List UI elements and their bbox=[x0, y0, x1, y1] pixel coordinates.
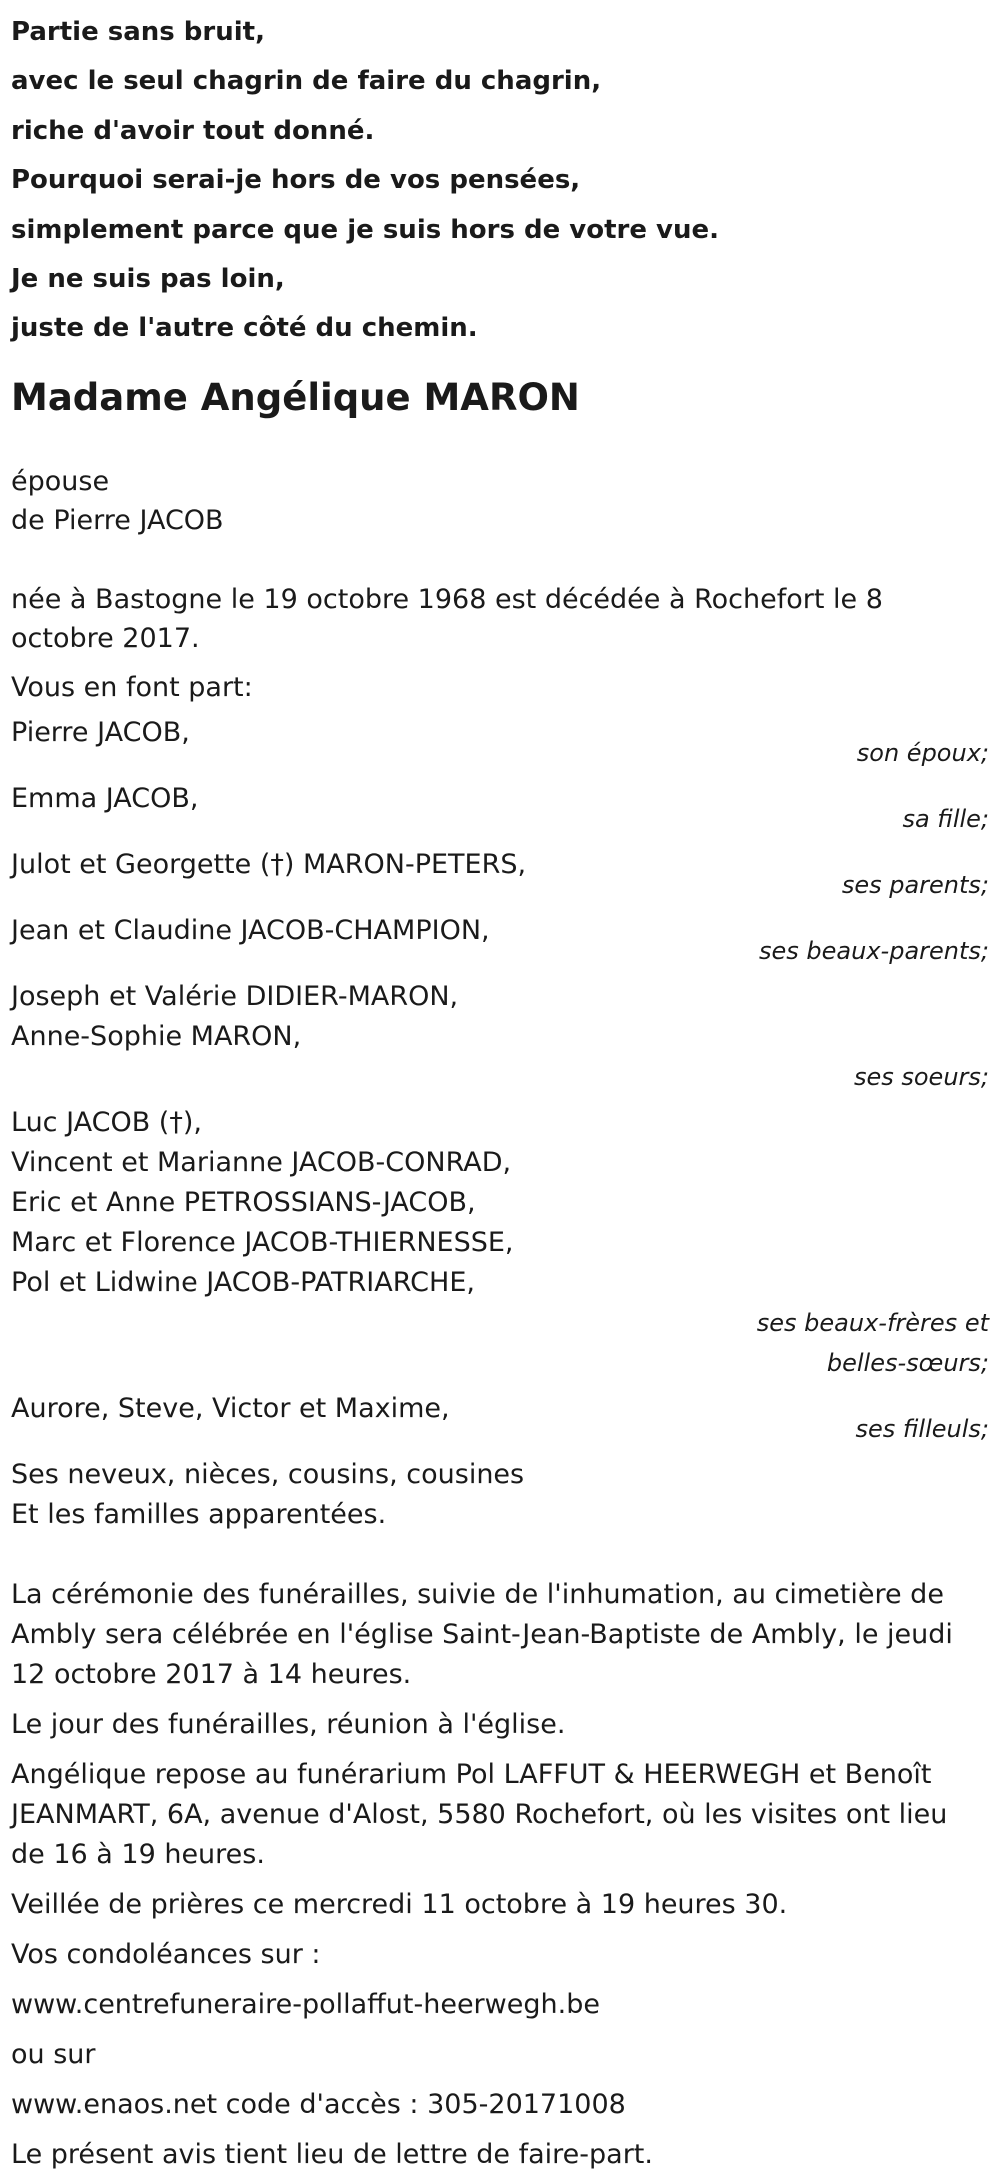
mourner-group bbox=[11, 1389, 989, 1449]
or-label: ou sur bbox=[11, 2038, 96, 2070]
spouse-block bbox=[11, 462, 989, 540]
mourner-name: Anne-Sophie MARON, bbox=[11, 1020, 302, 1052]
poem-line: Partie sans bruit, bbox=[11, 17, 265, 47]
poem-line: riche d'avoir tout donné. bbox=[11, 115, 375, 146]
website-link-2[interactable]: www.enaos.net code d'accès : 305-20171008 bbox=[11, 2088, 626, 2120]
extended-family bbox=[11, 1455, 989, 1535]
mourner-name: Aurore, Steve, Victor et Maxime, bbox=[11, 1392, 450, 1424]
mourner-role: ses filleuls; bbox=[855, 1414, 989, 1443]
spouse-name: de Pierre JACOB bbox=[11, 504, 224, 536]
vigil-text: Veillée de prières ce mercredi 11 octobre à 19 heures 30. bbox=[11, 1888, 788, 1920]
mourner-name: Joseph et Valérie DIDIER-MARON, bbox=[11, 980, 459, 1012]
mourner-group bbox=[11, 713, 989, 773]
poem-line: Pourquoi serai-je hors de vos pensées, bbox=[11, 165, 581, 196]
deceased-name: Madame Angélique MARON bbox=[11, 375, 580, 419]
mourner-role: sa fille; bbox=[902, 804, 989, 833]
mourner-role: ses beaux-parents; bbox=[759, 936, 989, 965]
mourner-role: belles-sœurs; bbox=[826, 1348, 989, 1377]
mourners-list bbox=[11, 713, 989, 1449]
extended-family-line: Ses neveux, nièces, cousins, cousines bbox=[11, 1458, 525, 1490]
mourner-name: Eric et Anne PETROSSIANS-JACOB, bbox=[11, 1186, 476, 1218]
mourner-group bbox=[11, 911, 989, 971]
mourner-role: ses beaux-frères et bbox=[756, 1308, 989, 1337]
mourner-name: Pierre JACOB, bbox=[11, 716, 190, 748]
mourner-role: ses soeurs; bbox=[853, 1062, 989, 1091]
poem-line: avec le seul chagrin de faire du chagrin, bbox=[11, 66, 602, 97]
birth-death-text: née à Bastogne le 19 octobre 1968 est décédée à Rochefort le 8 octobre 2017. bbox=[11, 583, 883, 654]
mourner-group bbox=[11, 845, 989, 905]
poem bbox=[11, 0, 989, 354]
funeral-text: La cérémonie des funérailles, suivie de l'inhumation, au cimetière de Ambly sera célébrée en l'église Saint-Jean-Baptiste de Ambly, le jeudi 12 octobre 2017 à 14 heures. bbox=[11, 1578, 953, 1690]
extended-family-line: Et les familles apparentées. bbox=[11, 1498, 387, 1530]
relation-label: épouse bbox=[11, 465, 110, 497]
mourner-name: Julot et Georgette (†) MARON-PETERS, bbox=[11, 848, 527, 880]
poem-line: simplement parce que je suis hors de votre vue. bbox=[11, 214, 719, 245]
meeting-text: Le jour des funérailles, réunion à l'église. bbox=[11, 1708, 566, 1740]
ceremony-section bbox=[11, 1575, 989, 2175]
announcement-intro: Vous en font part: bbox=[11, 671, 253, 703]
poem-line: Je ne suis pas loin, bbox=[11, 264, 285, 295]
mourner-role: ses parents; bbox=[841, 870, 989, 899]
mourner-group bbox=[11, 1103, 989, 1383]
mourner-name: Marc et Florence JACOB-THIERNESSE, bbox=[11, 1226, 514, 1258]
mourner-role: son époux; bbox=[856, 738, 989, 767]
condolences-label: Vos condoléances sur : bbox=[11, 1938, 321, 1970]
mourner-name: Vincent et Marianne JACOB-CONRAD, bbox=[11, 1146, 512, 1178]
mourner-name: Emma JACOB, bbox=[11, 782, 199, 814]
mourner-names bbox=[11, 1103, 989, 1303]
mourner-group bbox=[11, 977, 989, 1097]
mourner-name: Jean et Claudine JACOB-CHAMPION, bbox=[11, 914, 490, 946]
poem-line: juste de l'autre côté du chemin. bbox=[11, 313, 478, 344]
website-link-1[interactable]: www.centrefuneraire-pollaffut-heerwegh.be bbox=[11, 1988, 600, 2020]
mourner-names bbox=[11, 977, 989, 1057]
mourner-name: Pol et Lidwine JACOB-PATRIARCHE, bbox=[11, 1266, 475, 1298]
closing-text: Le présent avis tient lieu de lettre de faire-part. bbox=[11, 2138, 653, 2170]
mourner-group bbox=[11, 779, 989, 839]
mourner-name: Luc JACOB (†), bbox=[11, 1106, 202, 1138]
repose-text: Angélique repose au funérarium Pol LAFFUT & HEERWEGH et Benoît JEANMART, 6A, avenue d'Alost, 5580 Rochefort, où les visites ont lieu de 16 à 19 heures. bbox=[11, 1758, 948, 1870]
